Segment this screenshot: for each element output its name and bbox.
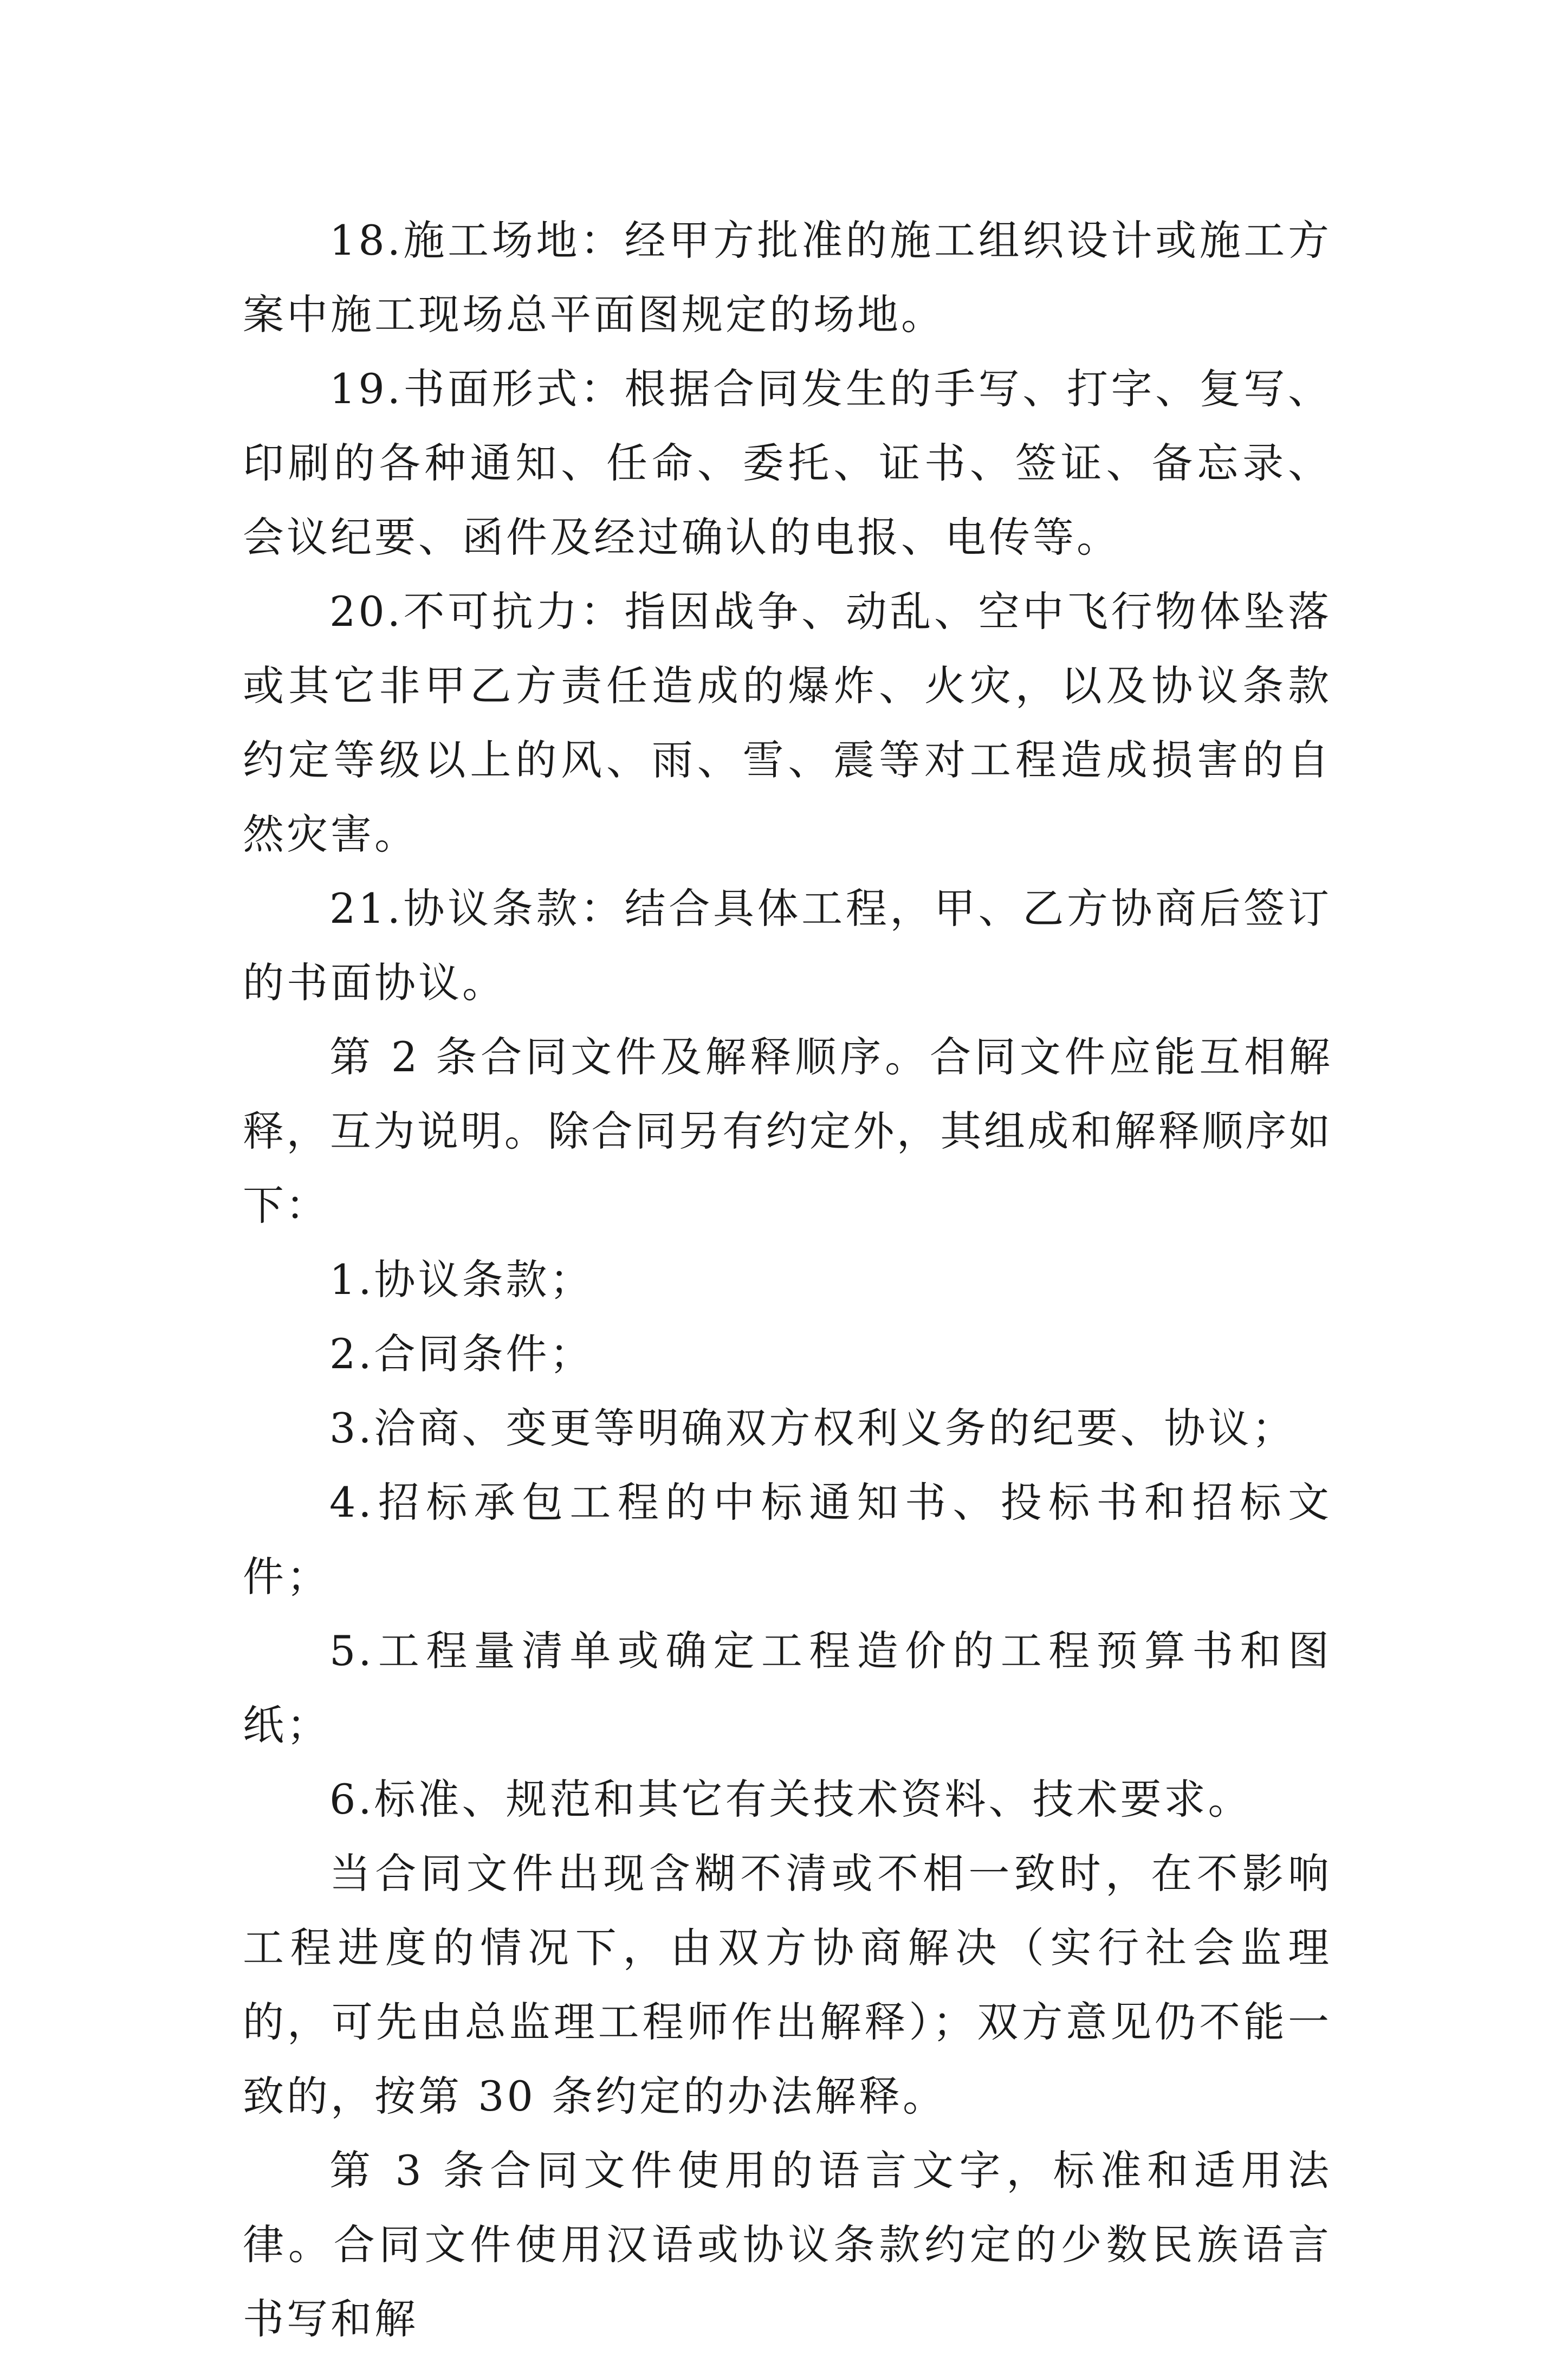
list-item-4: 4.招标承包工程的中标通知书、投标书和招标文件； [243,1478,1332,1601]
document-body [243,203,1332,2356]
list-item-6: 6.标准、规范和其它有关技术资料、技术要求。 [329,1775,1252,1823]
paragraph-article-2: 第 2 条合同文件及解释顺序。合同文件应能互相解释，互为说明。除合同另有约定外，其组成和解释顺序如下： [243,1033,1332,1229]
paragraph-20-force-majeure: 20.不可抗力：指因战争、动乱、空中飞行物体坠落或其它非甲乙方责任造成的爆炸、火灾，以及协议条款约定等级以上的风、雨、雪、震等对工程造成损害的自然灾害。 [243,587,1332,858]
list-item-2: 2.合同条件； [329,1330,594,1378]
list-item-5: 5.工程量清单或确定工程造价的工程预算书和图纸； [243,1627,1332,1749]
paragraph-ambiguity: 当合同文件出现含糊不清或不相一致时，在不影响工程进度的情况下，由双方协商解决（实行社会监理的，可先由总监理工程师作出解释）；双方意见仍不能一致的，按第 30 条约定的办法解释。 [243,1849,1332,2120]
list-item-3: 3.洽商、变更等明确双方权利义务的纪要、协议； [329,1404,1296,1452]
paragraph-18-construction-site: 18.施工场地：经甲方批准的施工组织设计或施工方案中施工现场总平面图规定的场地。 [243,216,1332,339]
list-item-1: 1.协议条款； [329,1255,594,1304]
paragraph-article-3: 第 3 条合同文件使用的语言文字，标准和适用法律。合同文件使用汉语或协议条款约定的少数民族语言书写和解 [243,2146,1332,2343]
paragraph-21-agreement-terms: 21.协议条款：结合具体工程，甲、乙方协商后签订的书面协议。 [243,884,1332,1007]
paragraph-19-written-form: 19.书面形式：根据合同发生的手写、打字、复写、印刷的各种通知、任命、委托、证书、签证、备忘录、会议纪要、函件及经过确认的电报、电传等。 [243,365,1332,561]
